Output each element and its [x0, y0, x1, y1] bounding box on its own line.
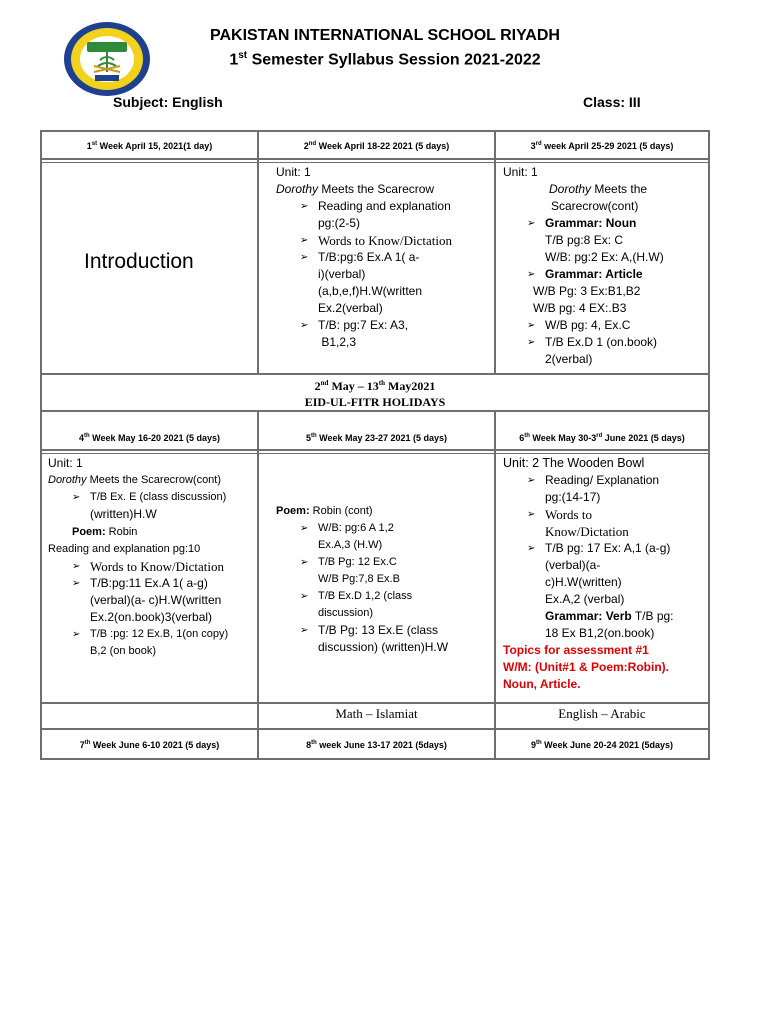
week-3-content: Unit: 1 Dorothy Meets the Scarecrow(cont) ➢ Grammar: Noun T/B pg:8 Ex: C W/B: pg:2 Ex: A,(H.W) ➢ Grammar: Article W/B Pg: 3 Ex:B1,B2 W/B pg: 4 EX:.B3 ➢ W/B pg: 4, Ex.C ➢ T/B Ex.D 1 (on.book) 2(verbal) — [503, 164, 708, 368]
week-3-header: 3rd week April 25-29 2021 (5 days) — [530, 141, 674, 151]
week-6-header: 6th Week May 30-3rd June 2021 (5 days) — [519, 433, 685, 443]
week-9-header: 9th Week June 20-24 2021 (5days) — [530, 740, 674, 750]
assessment-topics-line-1: Topics for assessment #1 — [503, 643, 649, 657]
holiday-row: 2nd May – 13th May2021 EID-UL-FITR HOLIDAYS — [42, 375, 708, 410]
assessment-topics-line-3: Noun, Article. — [503, 677, 581, 691]
week-2-header: 2nd Week April 18-22 2021 (5 days) — [303, 141, 450, 151]
week-1-header: 1st Week April 15, 2021(1 day) — [86, 141, 213, 151]
week-2-content: Unit: 1 Dorothy Meets the Scarecrow ➢ Reading and explanation pg:(2-5) ➢ Words to Know/Dictation ➢ T/B:pg:6 Ex.A 1( a- i)(verbal) (a,b,e,f)H.W(written Ex.2(verbal) ➢ T/B: pg:7 Ex: A3, B1,2,3 — [276, 164, 491, 351]
class-label: Class: III — [583, 94, 641, 110]
english-arabic-label: English – Arabic — [558, 706, 646, 721]
introduction-text: Introduction — [84, 250, 194, 273]
week-5-header: 5th Week May 23-27 2021 (5 days) — [305, 433, 448, 443]
syllabus-title: 1st Semester Syllabus Session 2021-2022 — [229, 50, 541, 69]
assessment-topics-line-2: W/M: (Unit#1 & Poem:Robin). — [503, 660, 669, 674]
holiday-title: EID-UL-FITR HOLIDAYS — [304, 395, 446, 409]
subject-label: Subject: English — [113, 94, 223, 110]
school-title: PAKISTAN INTERNATIONAL SCHOOL RIYADH — [210, 27, 560, 44]
week-8-header: 8th week June 13-17 2021 (5days) — [306, 740, 447, 750]
week-6-content: Unit: 2 The Wooden Bowl ➢ Reading/ Explanation pg:(14-17) ➢ Words to Know/Dictation ➢ T/B pg: 17 Ex: A,1 (a-g) (verbal)(a- c)H.W(written) Ex.A,2 (verbal) Grammar: Verb T/B pg: 18 Ex B1,2(on.book) Topics for assessment #1 W/M: (Unit#1 & Poem:Robin). Noun, Article. — [503, 455, 708, 693]
week-7-header: 7th Week June 6-10 2021 (5 days) — [79, 740, 220, 750]
week-4-header: 4th Week May 16-20 2021 (5 days) — [78, 433, 221, 443]
week-5-content: Poem: Robin (cont) ➢ W/B: pg:6 A 1,2 Ex.A,3 (H.W) ➢ T/B Pg: 12 Ex.C W/B Pg:7,8 Ex.B ➢ T/B Ex.D 1,2 (class discussion) ➢ T/B Pg: 13 Ex.E (class discussion) (written)H.W — [276, 503, 491, 656]
syllabus-table — [40, 130, 710, 760]
week-4-content: Unit: 1 Dorothy Meets the Scarecrow(cont) ➢ T/B Ex. E (class discussion) (written)H.W Poem: Robin Reading and explanation pg:10 ➢ Words to Know/Dictation ➢ T/B:pg:11 Ex.A 1( a-g) (verbal)(a- c)H.W(written Ex.2(on.book)3(verbal) ➢ T/B :pg: 12 Ex.B, 1(on copy) B,2 (on book) — [48, 455, 256, 660]
math-islamiat-label: Math – Islamiat — [335, 706, 418, 721]
